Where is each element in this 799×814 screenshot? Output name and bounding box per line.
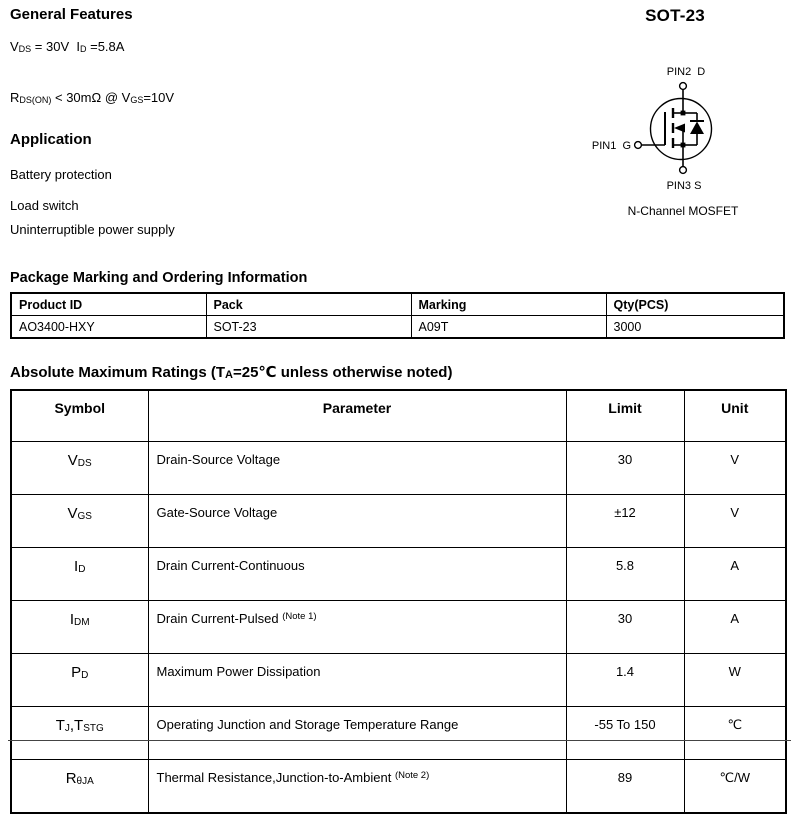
- table-row: [11, 548, 786, 601]
- col-header-limit: Limit: [566, 390, 684, 442]
- unit-cell: A: [684, 601, 786, 654]
- abs-max-table: [10, 389, 787, 814]
- ordering-data-row: [11, 316, 784, 339]
- table-row: [11, 442, 786, 495]
- parameter-cell: Thermal Resistance,Junction-to-Ambient $^{(Note 2)}$: [148, 760, 566, 814]
- symbol-cell: $R_{\theta JA}$: [11, 760, 148, 814]
- col-header-unit: Unit: [684, 390, 786, 442]
- table-row: [11, 601, 786, 654]
- general-features-heading: General Features: [10, 6, 133, 23]
- spec-line-rdson: $R_{DS(ON)} < 30m\Omega$ @ $V_{GS}=10V$: [10, 90, 175, 105]
- pin2-label: PIN2 D: [666, 66, 706, 78]
- symbol-cell: $P_D$: [11, 654, 148, 707]
- gate-terminal-icon: [635, 142, 642, 149]
- unit-cell: W: [684, 654, 786, 707]
- parameter-cell: Gate-Source Voltage: [148, 495, 566, 548]
- col-header-pack: Pack: [206, 293, 411, 316]
- limit-cell: 1.4: [566, 654, 684, 707]
- symbol-cell: $V_{DS}$: [11, 442, 148, 495]
- col-header-marking: Marking: [411, 293, 606, 316]
- diode-anode-triangle-icon: [690, 122, 704, 135]
- drain-terminal-icon: [680, 83, 687, 90]
- unit-cell: V: [684, 495, 786, 548]
- unit-cell: ℃/W: [684, 760, 786, 814]
- abs-max-heading: Absolute Maximum Ratings ($T_A=25℃$ unless otherwise noted): [10, 364, 453, 381]
- application-item: Battery protection: [10, 167, 112, 182]
- col-header-parameter: Parameter: [148, 390, 566, 442]
- symbol-cell: $V_{GS}$: [11, 495, 148, 548]
- ordering-heading: Package Marking and Ordering Information: [10, 270, 308, 286]
- ordering-table: [10, 292, 785, 339]
- ordering-header-row: [11, 293, 784, 316]
- table-row: [11, 707, 786, 760]
- pin1-label: PIN1 G: [591, 140, 631, 152]
- unit-cell: A: [684, 548, 786, 601]
- table-row: [11, 654, 786, 707]
- parameter-cell: Drain-Source Voltage: [148, 442, 566, 495]
- unit-cell: V: [684, 442, 786, 495]
- mosfet-caption: N-Channel MOSFET: [627, 204, 739, 218]
- application-item: Uninterruptible power supply: [10, 222, 175, 237]
- qty-value: 3000: [606, 316, 784, 339]
- product-id-value: AO3400-HXY: [11, 316, 206, 339]
- col-header-product-id: Product ID: [11, 293, 206, 316]
- parameter-cell: Maximum Power Dissipation: [148, 654, 566, 707]
- limit-cell: -55 To 150: [566, 707, 684, 760]
- parameter-cell: Drain Current-Pulsed $^{(Note 1)}$: [148, 601, 566, 654]
- col-header-symbol: Symbol: [11, 390, 148, 442]
- unit-cell: ℃: [684, 707, 786, 760]
- limit-cell: ±12: [566, 495, 684, 548]
- limit-cell: 5.8: [566, 548, 684, 601]
- symbol-cell: $T_J,T_{STG}$: [11, 707, 148, 760]
- table-row: [11, 760, 786, 814]
- symbol-cell: $I_{DM}$: [11, 601, 148, 654]
- symbol-cell: $I_D$: [11, 548, 148, 601]
- footer-divider: [8, 740, 791, 741]
- abs-max-header-row: [11, 390, 786, 442]
- limit-cell: 89: [566, 760, 684, 814]
- col-header-qty: Qty(PCS): [606, 293, 784, 316]
- marking-value: A09T: [411, 316, 606, 339]
- parameter-cell: Drain Current-Continuous: [148, 548, 566, 601]
- pin3-label: PIN3 S: [666, 180, 702, 192]
- table-row: [11, 495, 786, 548]
- application-heading: Application: [10, 131, 92, 148]
- package-title: SOT-23: [645, 6, 705, 25]
- parameter-cell: Operating Junction and Storage Temperature Range: [148, 707, 566, 760]
- spec-line-vds-id: $V_{DS} = 30V$ $I_D =5.8A$: [10, 39, 125, 54]
- source-terminal-icon: [680, 167, 687, 174]
- mosfet-symbol: [585, 60, 797, 194]
- limit-cell: 30: [566, 442, 684, 495]
- application-item: Load switch: [10, 198, 79, 213]
- limit-cell: 30: [566, 601, 684, 654]
- pack-value: SOT-23: [206, 316, 411, 339]
